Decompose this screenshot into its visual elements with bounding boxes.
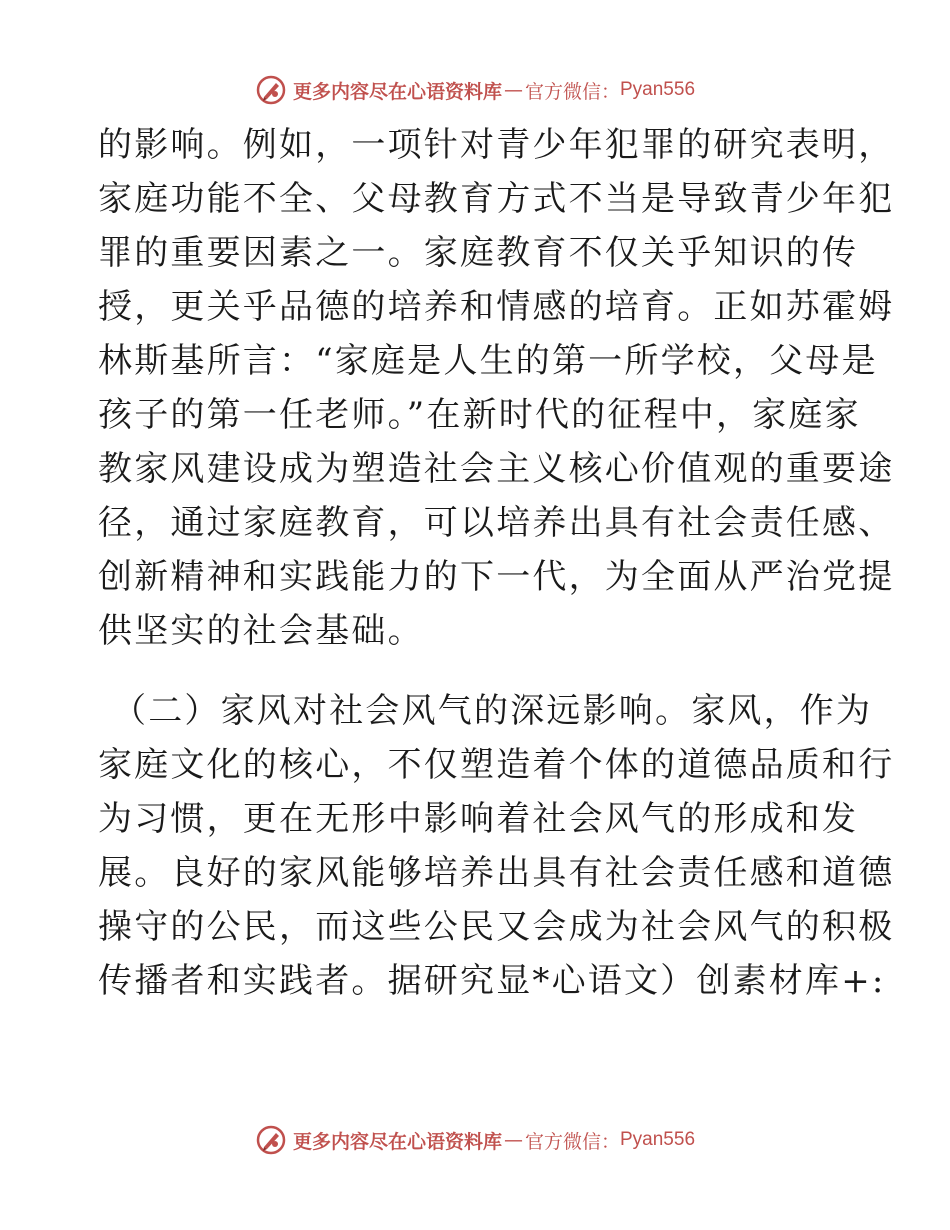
paragraph-1 <box>98 118 895 658</box>
pen-logo-icon <box>255 1124 287 1156</box>
text-line: 教家风建设成为塑造社会主义核心价值观的重要途 <box>98 449 895 489</box>
text-line: 展。良好的家风能够培养出具有社会责任感和道德 <box>98 853 895 893</box>
text-line: 传播者和实践者。据研究显*心语文）创素材库+: <box>98 961 886 1001</box>
text-line: 林斯基所言：“家庭是人生的第一所学校，父母是 <box>98 341 878 381</box>
banner-dash: — <box>503 79 523 101</box>
text-line: （二）家风对社会风气的深远影响。家风，作为 <box>112 691 873 731</box>
banner-wechat-id: Pyan556 <box>620 79 696 100</box>
banner-dash: — <box>503 1129 523 1151</box>
footer-watermark-banner <box>0 1118 950 1162</box>
text-line: 的影响。例如，一项针对青少年犯罪的研究表明， <box>98 125 895 165</box>
paragraph-gap <box>98 658 850 684</box>
banner-wechat-label: 官方微信： <box>524 1130 620 1153</box>
text-line: 为习惯，更在无形中影响着社会风气的形成和发 <box>98 799 859 839</box>
banner-site-text: 更多内容尽在心语资料库 <box>292 80 502 103</box>
banner-site-text: 更多内容尽在心语资料库 <box>292 1130 502 1153</box>
pen-logo-icon <box>255 74 287 106</box>
text-line: 创新精神和实践能力的下一代，为全面从严治党提 <box>98 557 895 597</box>
header-watermark-banner <box>0 68 950 112</box>
text-line: 操守的公民，而这些公民又会成为社会风气的积极 <box>98 907 895 947</box>
text-line: 家庭文化的核心，不仅塑造着个体的道德品质和行 <box>98 745 895 785</box>
text-line: 径，通过家庭教育，可以培养出具有社会责任感、 <box>98 503 895 543</box>
paragraph-2 <box>98 684 895 1008</box>
banner-wechat-id: Pyan556 <box>620 1129 696 1150</box>
text-line: 罪的重要因素之一。家庭教育不仅关乎知识的传 <box>98 233 859 273</box>
banner-wechat-label: 官方微信： <box>524 80 620 103</box>
document-body <box>98 118 895 1008</box>
text-line: 孩子的第一任老师。”在新时代的征程中，家庭家 <box>98 395 861 435</box>
text-line: 家庭功能不全、父母教育方式不当是导致青少年犯 <box>98 179 895 219</box>
text-line: 授，更关乎品德的培养和情感的培育。正如苏霍姆 <box>98 287 895 327</box>
text-line: 供坚实的社会基础。 <box>98 611 424 651</box>
